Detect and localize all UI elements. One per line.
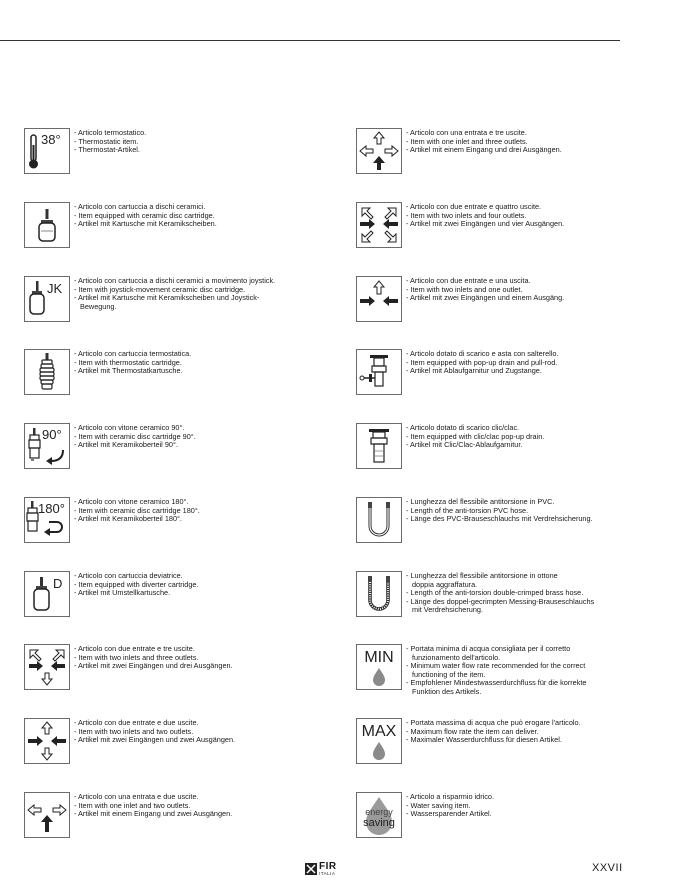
legend-two-inlets-one-outlet [356, 276, 656, 324]
text-line: - Item equipped with diverter cartridge. [74, 579, 199, 589]
text-line: - Item with two inlets and two outlets. [74, 726, 194, 736]
legend-two-inlets-two-outlets [24, 718, 324, 766]
text-line: - Length of the anti-torsion PVC hose. [406, 505, 529, 515]
text-line: - Länge des doppel-gecrimpten Messing-Brauseschlauchs [406, 596, 595, 606]
two-inlets-two-outlets-icon [24, 718, 70, 764]
text-line: - Item equipped with clic/clac pop-up drain. [406, 431, 545, 441]
one-inlet-three-outlets-icon [356, 128, 402, 174]
brand-subtitle: ITALIA [319, 871, 336, 876]
drop-icon [356, 718, 402, 764]
text-line: - Artikel mit einem Eingang und zwei Ausgängen. [74, 809, 233, 819]
text-line: - Item equipped with ceramic disc cartridge. [74, 210, 215, 220]
text-line: - Artikel mit Kartusche mit Keramikscheiben und Joystick- [74, 293, 260, 303]
legend-two-inlets-four-outlets [356, 202, 656, 250]
one-inlet-two-outlets-icon [24, 792, 70, 838]
text-line: funzionamento dell'articolo. [412, 652, 501, 662]
text-line: - Articolo con cartuccia termostatica. [74, 349, 192, 358]
text-line: - Lunghezza del flessibile antitorsione in ottone [406, 571, 558, 580]
text-line: - Wassersparender Artikel. [406, 809, 492, 819]
icon-label: D [53, 576, 63, 591]
text-line: - Empfohlener Mindestwasserdurchfluss für die korrekte [406, 678, 587, 688]
text-line: - Item with one inlet and three outlets. [406, 136, 528, 146]
text-line: - Item with two inlets and four outlets. [406, 210, 527, 220]
icon-label: saving [363, 817, 395, 829]
text-line: - Water saving item. [406, 800, 471, 810]
text-line: - Artikel mit Keramikoberteil 90°. [74, 440, 178, 450]
text-line: - Articolo con vitone ceramico 90°. [74, 423, 185, 432]
text-line: - Item with ceramic disc cartridge 90°. [74, 431, 196, 441]
top-rule [0, 40, 620, 41]
text-line: functioning of the item. [412, 669, 486, 679]
two-inlets-three-outlets-icon [24, 644, 70, 690]
text-line: - Artikel mit Umstellkartusche. [74, 588, 171, 598]
legend-pop-up-waste [356, 349, 656, 397]
icon-label: energy [365, 807, 393, 817]
legend-min-flow [356, 644, 656, 696]
legend-joystick-cartridge [24, 276, 324, 324]
legend-diverter-cartridge [24, 571, 324, 619]
text-line: - Artikel mit einem Eingang und drei Ausgängen. [406, 145, 562, 155]
legend-headpart-180 [24, 497, 324, 545]
legend-one-inlet-three-outlets [356, 128, 656, 176]
clic-clac-drain-icon [356, 423, 402, 469]
drop-icon [356, 644, 402, 690]
headpart-90-icon [24, 423, 70, 469]
text-line: - Articolo a risparmio idrico. [406, 792, 494, 801]
legend-thermostatic [24, 128, 324, 176]
text-line: - Length of the anti-torsion double-crimped brass hose. [406, 588, 584, 598]
text-line: - Articolo con una entrata e tre uscite. [406, 128, 527, 137]
energy-saving-drop-icon [356, 792, 402, 838]
legend-max-flow [356, 718, 656, 766]
text-line: - Item with two inlets and one outlet. [406, 284, 523, 294]
text-line: - Articolo con cartuccia deviatrice. [74, 571, 183, 580]
text-line: - Artikel mit Keramikoberteil 180°. [74, 514, 182, 524]
text-line: - Artikel mit zwei Eingängen und drei Ausgängen. [74, 661, 233, 671]
legend-water-saving [356, 792, 656, 840]
two-inlets-four-outlets-icon [356, 202, 402, 248]
text-line: - Articolo dotato di scarico e asta con salterello. [406, 349, 559, 358]
thermostatic-cartridge-icon [24, 349, 70, 395]
text-line: - Artikel mit zwei Eingängen und zwei Ausgängen. [74, 735, 236, 745]
text-line: - Artikel mit zwei Eingängen und vier Ausgängen. [406, 219, 565, 229]
text-line: - Länge des PVC-Brauseschlauchs mit Verdrehsicherung. [406, 514, 593, 524]
text-line: - Maximum flow rate the item can deliver. [406, 726, 539, 736]
legend-pvc-hose [356, 497, 656, 545]
text-line: - Item with two inlets and three outlets. [74, 652, 199, 662]
text-line: - Item with one inlet and two outlets. [74, 800, 191, 810]
text-line: - Artikel mit zwei Eingängen und einem Ausgäng. [406, 293, 565, 303]
ceramic-cartridge-icon [24, 202, 70, 248]
text-line: - Articolo con due entrate e una uscita. [406, 276, 531, 285]
text-line: - Articolo con due entrate e quattro uscite. [406, 202, 542, 211]
legend-clic-clac-drain [356, 423, 656, 471]
text-line: Bewegung. [80, 301, 117, 311]
two-inlets-one-outlet-icon [356, 276, 402, 322]
text-line: - Item with ceramic disc cartridge 180°. [74, 505, 200, 515]
text-line: - Item with joystick-movement ceramic disc cartridge. [74, 284, 246, 294]
joystick-cartridge-icon [24, 276, 70, 322]
text-line: - Articolo con due entrate e tre uscite. [74, 644, 195, 653]
icon-label: MIN [364, 649, 394, 666]
pop-up-waste-icon [356, 349, 402, 395]
text-line: - Artikel mit Kartusche mit Keramikscheiben. [74, 219, 217, 229]
legend-headpart-90 [24, 423, 324, 471]
text-line: - Artikel mit Thermostatkartusche. [74, 366, 183, 376]
diverter-cartridge-icon [24, 571, 70, 617]
text-line: - Articolo dotato di scarico clic/clac. [406, 423, 520, 432]
text-line: - Thermostatic item. [74, 136, 139, 146]
text-line: mit Verdrehsicherung. [412, 605, 483, 615]
text-line: - Portata massima di acqua che può erogare l'articolo. [406, 718, 581, 727]
text-line: - Articolo con una entrata e due uscite. [74, 792, 199, 801]
brand-logo [305, 861, 341, 877]
text-line: - Lunghezza del flessibile antitorsione in PVC. [406, 497, 555, 506]
text-line: - Artikel mit Ablaufgarnitur und Zugstange. [406, 366, 542, 376]
brand-name: FIR [319, 861, 337, 872]
text-line: - Articolo con cartuccia a dischi ceramici a movimento joystick. [74, 276, 276, 285]
text-line: - Maximaler Wasserdurchfluss für diesen Artikel. [406, 735, 562, 745]
text-line: - Portata minima di acqua consigliata per il corretto [406, 644, 571, 653]
thermometer-icon [24, 128, 70, 174]
text-line: - Articolo con vitone ceramico 180°. [74, 497, 189, 506]
icon-label: 180° [38, 501, 65, 516]
icon-label: JK [47, 281, 63, 296]
text-line: - Item equipped with pop-up drain and pull-rod. [406, 357, 558, 367]
text-line: Funktion des Artikels. [412, 686, 482, 696]
text-line: - Articolo termostatico. [74, 128, 147, 137]
headpart-180-icon [24, 497, 70, 543]
icon-label: MAX [361, 723, 397, 740]
icon-label: 90° [42, 427, 62, 442]
pvc-hose-icon [356, 497, 402, 543]
page-number: XXVII [592, 862, 623, 874]
legend-thermostatic-cartridge [24, 349, 324, 397]
text-line: - Artikel mit Clic/Clac-Ablaufgarnitur. [406, 440, 523, 450]
legend-ceramic-cartridge [24, 202, 324, 250]
legend-two-inlets-three-outlets [24, 644, 324, 692]
logo-mark-icon [305, 863, 317, 875]
legend-one-inlet-two-outlets [24, 792, 324, 840]
legend-brass-hose [356, 571, 656, 619]
brass-hose-icon [356, 571, 402, 617]
text-line: - Minimum water flow rate recommended for the correct [406, 661, 586, 671]
text-line: - Articolo con cartuccia a dischi ceramici. [74, 202, 206, 211]
text-line: - Thermostat-Artikel. [74, 145, 140, 155]
text-line: - Item with thermostatic cartridge. [74, 357, 182, 367]
text-line: doppia aggraffatura. [412, 579, 478, 589]
text-line: - Articolo con due entrate e due uscite. [74, 718, 199, 727]
icon-label: 38° [41, 132, 61, 147]
